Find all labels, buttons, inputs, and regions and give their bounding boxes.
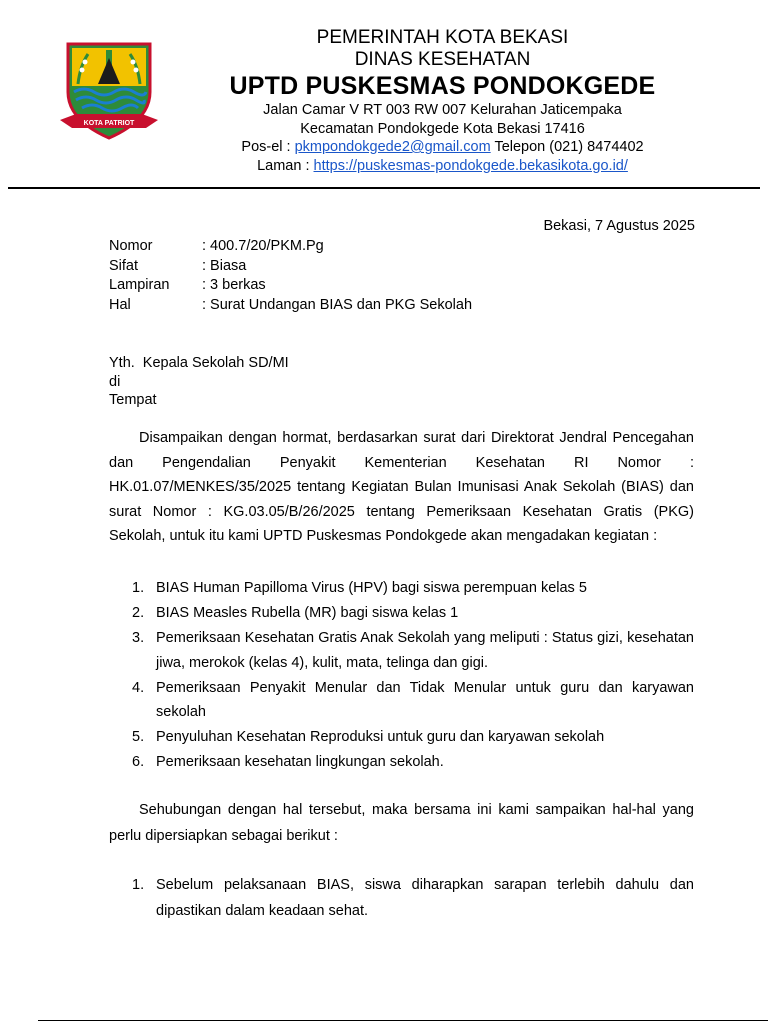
addressee-line [109,354,289,373]
preparation-paragraph: Sehubungan dengan hal tersebut, maka bersama ini kami sampaikan hal-hal yang perlu dipersiapkan sebagai berikut : [109,802,694,844]
website-link[interactable]: https://puskesmas-pondokgede.bekasikota.go.id/ [313,157,628,174]
institution-name: UPTD PUSKESMAS PONDOKGEDE [229,72,656,100]
date-city: Bekasi, [543,218,591,234]
list-item [109,676,694,725]
meta-value: : Biasa [202,257,247,274]
addressee-di: di [109,373,121,390]
list-item [109,872,694,924]
address-line-1: Jalan Camar V RT 003 RW 007 Kelurahan Jaticempaka [263,102,622,118]
meta-row [109,257,472,277]
list-number: 6. [132,754,145,770]
date-value: 7 Agustus 2025 [591,218,695,234]
address-line-2: Kecamatan Pondokgede Kota Bekasi 17416 [300,120,585,137]
government-name: PEMERINTAH KOTA BEKASI [316,27,569,48]
list-text: Pemeriksaan Penyakit Menular dan Tidak Menular untuk guru dan karyawan sekolah [156,679,694,720]
letterhead-divider [8,187,760,189]
addressee-place: Tempat [109,392,157,408]
list-text: Penyuluhan Kesehatan Reproduksi untuk guru dan karyawan sekolah [156,729,605,745]
list-number: 1. [132,580,145,596]
list-number: 2. [132,605,145,621]
meta-key: Hal [109,296,131,313]
department-name: DINAS KESEHATAN [354,49,531,70]
meta-row [109,276,472,296]
meta-value: : 400.7/20/PKM.Pg [202,238,324,254]
activities-list [109,576,694,775]
list-number: 5. [132,729,145,745]
meta-value: : Surat Undangan BIAS dan PKG Sekolah [202,296,473,313]
preparations-list [109,872,694,924]
list-item [109,725,694,750]
list-text: Pemeriksaan Kesehatan Gratis Anak Sekolah yang meliputi : Status gizi, kesehatan jiwa, merokok (kelas 4), kulit, mata, telinga dan gigi. [156,630,694,671]
website-label: Laman : [257,157,314,174]
list-number: 1. [132,877,145,893]
addressee-name: Kepala Sekolah SD/MI [142,355,289,371]
list-number: 3. [132,630,145,646]
addressee-block [109,354,289,410]
list-item [109,750,694,775]
website-line [190,157,695,176]
list-text: BIAS Measles Rubella (MR) bagi siswa kelas 1 [156,605,459,621]
page-bottom-edge [38,1020,768,1021]
city-emblem-logo [58,40,160,144]
phone-text: Telepon (021) 8474402 [490,139,644,155]
meta-row [109,296,472,316]
contact-line [190,138,695,157]
list-text: Sebelum pelaksanaan BIAS, siswa diharapkan sarapan terlebih dahulu dan dipastikan dalam keadaan sehat. [156,877,694,919]
meta-key: Nomor [109,238,153,254]
letterhead [190,26,695,175]
meta-key: Lampiran [109,277,170,293]
letter-metadata [109,237,472,315]
opening-paragraph: Disampaikan dengan hormat, berdasarkan surat dari Direktorat Jendral Pencegahan dan Pengendalian Penyakit Kementerian Kesehatan RI Nomor : HK.01.07/MENKES/35/2025 tentang Kegiatan Bulan Imunisasi Anak Sekolah (BIAS) dan surat Nomor : KG.03.05/B/26/2025 tentang Pemeriksaan Kesehatan Gratis (PKG) Sekolah, untuk itu kami UPTD Puskesmas Pondokgede akan mengadakan kegiatan : [109,430,694,544]
salutation: Yth. [109,355,135,371]
meta-row [109,237,472,257]
list-number: 4. [132,679,145,696]
meta-key: Sifat [109,257,139,274]
list-item [109,576,694,601]
list-item [109,601,694,626]
email-link[interactable]: pkmpondokgede2@gmail.com [294,139,491,155]
list-text: Pemeriksaan kesehatan lingkungan sekolah. [156,754,444,770]
logo-ribbon-text: KOTA PATRIOT [83,120,135,127]
letter-date [543,218,695,234]
email-label: Pos-el : [241,139,295,155]
meta-value: : 3 berkas [202,277,266,293]
list-text: BIAS Human Papilloma Virus (HPV) bagi siswa perempuan kelas 5 [156,580,587,596]
list-item [109,626,694,675]
